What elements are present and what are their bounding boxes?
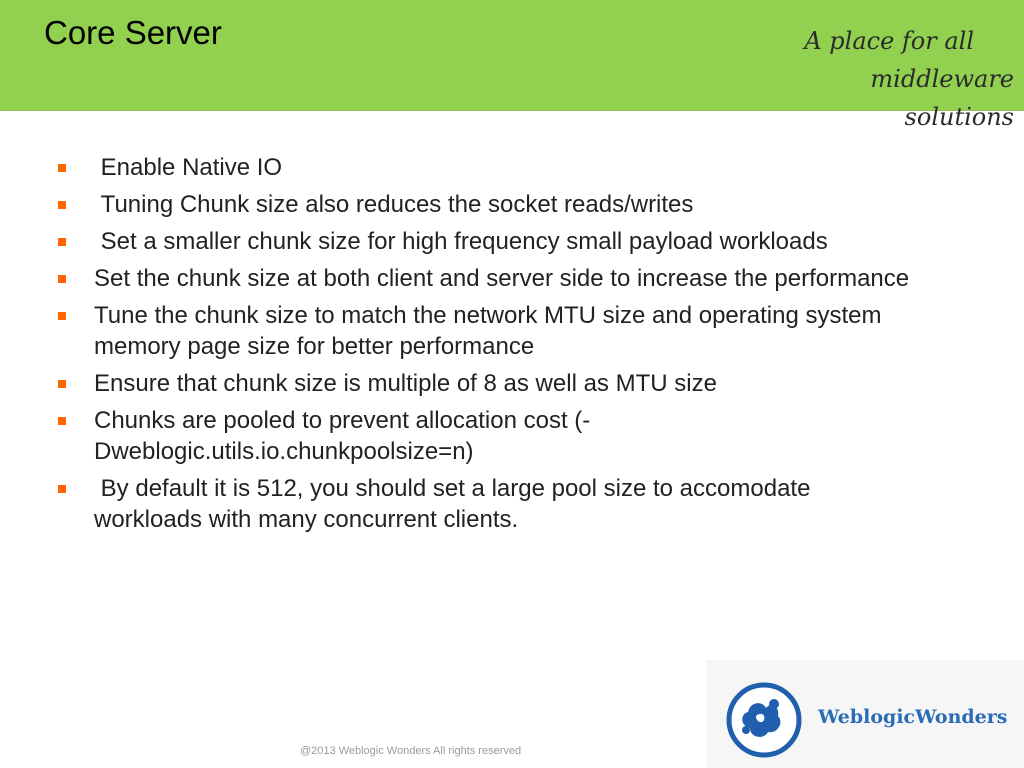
tagline-line-2: middleware solutions bbox=[870, 65, 1014, 131]
bullet-text: Set the chunk size at both client and server side to increase the performance bbox=[94, 265, 910, 292]
bullet-text: Set a smaller chunk size for high frequency small payload workloads bbox=[94, 228, 828, 255]
square-bullet-icon bbox=[58, 275, 66, 283]
bullet-text: Tuning Chunk size also reduces the socket reads/writes bbox=[94, 191, 694, 218]
bullet-text: Tune the chunk size to match the network MTU size and operating system memory page size for better performance bbox=[94, 302, 889, 360]
square-bullet-icon bbox=[58, 312, 66, 320]
bullet-list bbox=[58, 152, 918, 541]
bullet-item bbox=[58, 152, 918, 183]
bullet-text: Enable Native IO bbox=[94, 154, 283, 181]
bullet-item bbox=[58, 368, 918, 399]
square-bullet-icon bbox=[58, 238, 66, 246]
square-bullet-icon bbox=[58, 417, 66, 425]
square-bullet-icon bbox=[58, 164, 66, 172]
bullet-item bbox=[58, 263, 918, 294]
square-bullet-icon bbox=[58, 485, 66, 493]
tagline bbox=[774, 22, 1014, 136]
bullet-item bbox=[58, 473, 918, 535]
bullet-text: Ensure that chunk size is multiple of 8 as well as MTU size bbox=[94, 370, 717, 397]
copyright-footer: @2013 Weblogic Wonders All rights reserved bbox=[300, 745, 522, 757]
bullet-text: By default it is 512, you should set a large pool size to accomodate workloads with many concurrent clients. bbox=[94, 475, 818, 533]
bullet-item bbox=[58, 226, 918, 257]
weblogic-wonders-logo-icon bbox=[726, 682, 802, 758]
square-bullet-icon bbox=[58, 380, 66, 388]
logo-text: WeblogicWonders bbox=[818, 706, 1008, 728]
header-bar bbox=[0, 0, 1024, 131]
tagline-line-1: A place for all bbox=[804, 27, 974, 55]
bullet-item bbox=[58, 189, 918, 220]
bullet-text: Chunks are pooled to prevent allocation cost (-Dweblogic.utils.io.chunkpoolsize=n) bbox=[94, 407, 591, 465]
square-bullet-icon bbox=[58, 201, 66, 209]
logo-area bbox=[706, 660, 1024, 768]
bullet-item bbox=[58, 300, 918, 362]
slide-title: Core Server bbox=[44, 14, 222, 51]
bullet-item bbox=[58, 405, 918, 467]
